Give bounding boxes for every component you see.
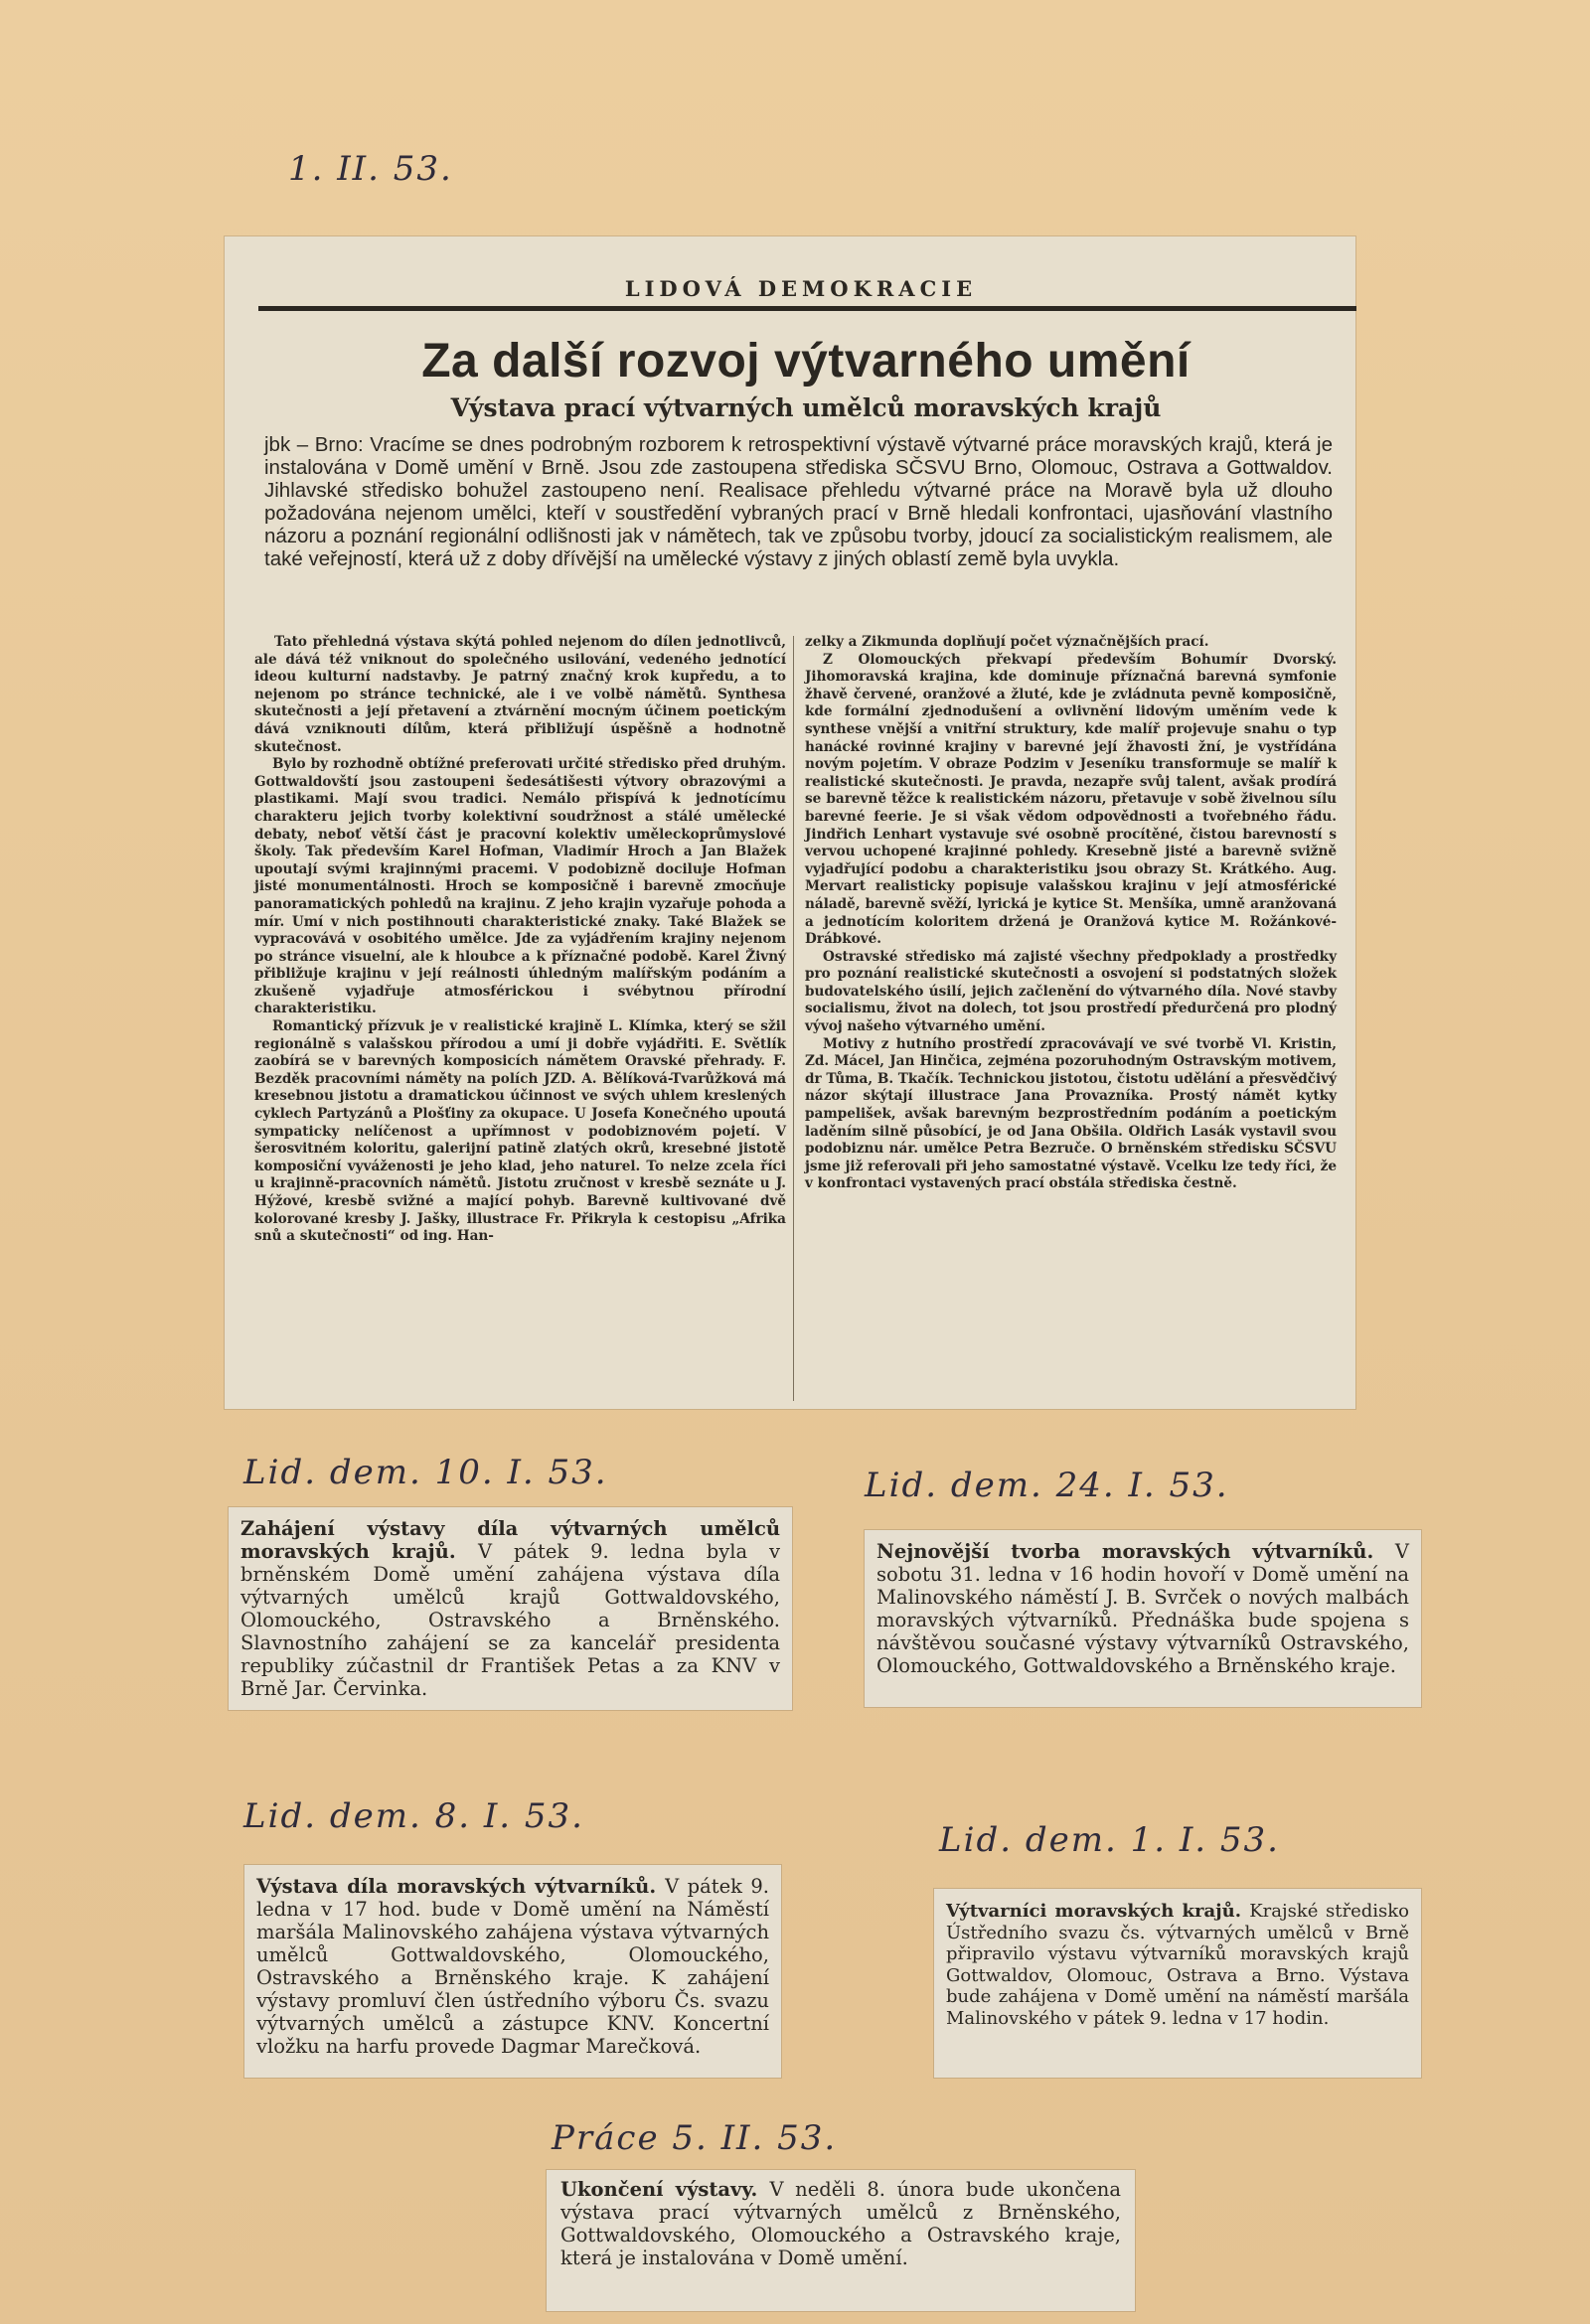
paragraph: Bylo by rozhodně obtížné preferovati určité středisko před druhým. Gottwaldovští jsou zastoupeni šedesátišesti výtvory obrazovými a plastikami. Mají svou tradici. Nemálo přispívá k jednotícímu charakteru jejich tvorby kolektivní soudržnost a stálé umělecké debaty, neboť větší část je pracovní kolektiv uměleckoprůmyslové školy. Tak především Karel Hofman, Vladimír Hroch a Jan Blažek upoutají svými krajinnými pracemi. V podobizně dociluje Hofman jisté monumentálnosti. Hroch se komposičně i barevně zmocňuje panoramatických pohledů na krajinu. Z jeho krajin vyzařuje pohoda a mír. Umí v nich postihnouti charakteristické znaky. Také Blažek se vypracovává v osobitého umělce. Jde za vyjádřením krajiny nejenom po stránce visuelní, ale k hloubce a k příznačné podobě. Karel Živný přibližuje krajinu v její reálnosti úhledným malířským podáním a zkušeně vyjadřuje atmosférickou i svébytnou přírodní charakteristiku. xyxy=(254,756,786,1017)
paragraph: Ostravské středisko má zajisté všechny předpoklady a prostředky pro poznání realistické skutečnosti a osvojení si podstatných složek budovatelského úsilí, jejich začlenění do výtvarného díla. Nové stavby socialismu, život na dolech, tot jsou prostředí předurčená pro plodný vývoj našeho výtvarného umění. xyxy=(805,948,1337,1035)
paragraph: Tato přehledná výstava skýtá pohled nejenom do dílen jednotlivců, ale dává též vniknout do společného usilování, vedeného jednotící ideou kulturní nadstavby. Je patrný značný krok kupředu, a to nejenom po stránce technické, ale i ve volbě námětů. Synthesa skutečnosti a její přetavení a ztvárnění mocným účinem poetickým dává vzniknouti dílům, která přibližují úspěšně a hodnotně skutečnost. xyxy=(254,634,786,755)
handwritten-source-clip5: Práce 5. II. 53. xyxy=(552,2118,838,2158)
clip-body: V pátek 9. ledna v 17 hod. bude v Domě umění na Náměstí maršála Malinovského zahájena výstava výtvarných umělců Gottwaldovského, Olomouckého, Ostravského a Brněnského kraje. K zahájení výstavy promluví člen ústředního výboru Čs. svazu výtvarných umělců a zástupce KNV. Koncertní vložku na harfu provede Dagmar Marečková. xyxy=(256,1875,770,2058)
main-article-clipping xyxy=(225,236,1355,1409)
handwritten-source-clip2: Lid. dem. 24. I. 53. xyxy=(865,1466,1229,1505)
paragraph: Z Olomouckých překvapí především Bohumír Dvorský. Jihomoravská krajina, kde dominuje příznačná barevná symfonie žhavě červené, oranžové a žluté, kde je zvládnuta pevně komposičně, kde formální zjednodušení a ovlivnění lidovým uměním vede k synthese vnější a vnitřní struktury, kde malíř projevuje snahu o typ hanácké rovinné krajiny v barevné její žhavosti žní, je vystřídána novým pojetím. V obraze Podzim v Jeseníku transformuje se malíř k realistické skutečnosti. Je pravda, nezapře svůj talent, avšak prodírá se barevně těžce k realistickém názoru, přetavuje v sobě živelnou sílu barevné feerie. Je si však vědom odpovědnosti a tvořebného řádu. Jindřich Lenhart vystavuje své osobně procítěné, čistou barevností s vervou uchopené krajinné pohledy. Kresebně jisté a barevně svižně vyjadřující podobu a charakteristiku jsou obrazy St. Krátkého. Aug. Mervart realisticky popisuje valašskou krajinu v její atmosférické náladě, barevně svěží, lyrická je kytice St. Menšíka, umně aranžovaná a jednotícím koloritem držená je Oranžová kytice M. Rožánkové-Drábkové. xyxy=(805,651,1337,948)
news-clipping-3 xyxy=(244,1865,781,2078)
column-divider xyxy=(793,636,794,1401)
clip-title: Výstava díla moravských výtvarníků. xyxy=(256,1875,666,1898)
newspaper-masthead: LIDOVÁ DEMOKRACIE xyxy=(624,276,978,301)
article-right-column xyxy=(805,634,1337,1193)
masthead-rule xyxy=(258,306,1356,311)
handwritten-source-clip1: Lid. dem. 10. I. 53. xyxy=(243,1453,608,1492)
clip-title: Ukončení výstavy. xyxy=(560,2178,770,2201)
article-subheadline: Výstava prací výtvarných umělců moravských krajů xyxy=(450,393,1162,422)
clip-title: Zahájení výstavy díla výtvarných umělců moravských krajů. xyxy=(240,1517,780,1563)
news-clipping-2 xyxy=(865,1530,1421,1707)
news-clipping-5 xyxy=(547,2170,1135,2311)
article-lead: jbk – Brno: Vracíme se dnes podrobným rozborem k retrospektivní výstavě výtvarné práce moravských krajů, která je instalována v Domě umění v Brně. Jsou zde zastoupena střediska SČSVU Brno, Olomouc, Ostrava a Gottwaldov. Jihlavské středisko bohužel zastoupeno není. Realisace přehledu výtvarné práce na Moravě byla už dlouho požadována nejenom umělci, kteří v soustředění vybraných prací v Brně hledali konfrontaci, ujasňování vlastního názoru a poznání regionální odlišnosti jak v námětech, tak ve způsobu tvorby, jdoucí za socialistickým realismem, ale také veřejností, která už z doby dřívější na umělecké výstavy z jiných oblastí země byla uvykla. xyxy=(264,433,1333,570)
clip-body: V neděli 8. února bude ukončena výstava prací výtvarných umělců z Brněnského, Gottwaldovského, Olomouckého a Ostravského kraje, která je instalována v Domě umění. xyxy=(560,2178,1121,2269)
handwritten-source-clip3: Lid. dem. 8. I. 53. xyxy=(243,1796,584,1836)
clip-body: Krajské středisko Ústředního svazu čs. výtvarných umělců v Brně připravilo výstavu výtvarníků moravských krajů Gottwaldov, Olomouc, Ostrava a Brno. Výstava bude zahájena v Domě umění na náměstí maršála Malinovského v pátek 9. ledna v 17 hodin. xyxy=(946,1901,1410,2029)
article-headline: Za další rozvoj výtvarného umění xyxy=(421,335,1191,387)
paragraph: Romantický přízvuk je v realistické krajině L. Klímka, který se sžil regionálně s valašskou přírodou a umí ji dobře vyjádřiti. E. Světlík zaobírá se v barevných komposicích námětem Oravské přehrady. F. Bezděk pracovními náměty na polích JZD. A. Bělíková-Tvarůžková má kresebnou jistotu a dramatickou účinnost ve svých uhlem kreslených cyklech Partyzánů a Plošťiny za okupace. U Josefa Konečného upoutá sympaticky nelíčenost a upřímnost v podobiznovém pojetí. V šerosvitném koloritu, galerijní patině zlatých okrů, kresebné jistotě komposiční vyváženosti je jeho klad, jeho naturel. To nelze zcela říci u krajinně-pracovních námětů. Jistotu zručnost v kresbě seznáte u J. Hýžové, kresbě svižné a mající pohyb. Barevně kultivované dvě kolorované kresby J. Jašky, illustrace Fr. Přikryla k cestopisu „Afrika snů a skutečnosti“ od ing. Han- xyxy=(254,1018,786,1245)
paragraph: zelky a Zikmunda doplňují počet význačnějších prací. xyxy=(805,634,1209,650)
news-clipping-4 xyxy=(934,1889,1421,2078)
handwritten-source-clip4: Lid. dem. 1. I. 53. xyxy=(939,1820,1280,1860)
handwritten-date-top: 1. II. 53. xyxy=(288,149,453,189)
news-clipping-1 xyxy=(229,1507,792,1710)
clip-title: Výtvarníci moravských krajů. xyxy=(946,1901,1250,1922)
article-left-column xyxy=(254,634,786,1246)
paragraph: Motivy z hutního prostředí zpracovávají ve své tvorbě Vl. Kristin, Zd. Mácel, Jan Hinčica, zejména pozoruhodným Ostravským motivem, dr Tůma, B. Tkačík. Technickou jistotou, čistotu udělání a přesvědčivý názor skýtají illustrace Jana Provazníka. Prostý námět kytky pampelišek, avšak barevným bezprostředním podáním a poetickým laděním silně působící, je od Jana Obšila. Oldřich Lasák vystavil svou podobiznu nár. umělce Petra Bezruče. O brněnském středisku SČSVU jsme již referovali při jeho samostatné výstavě. Vcelku lze tedy říci, že v konfrontaci vystavených prací obstála střediska čestně. xyxy=(805,1035,1337,1192)
clip-body: V sobotu 31. ledna v 16 hodin hovoří v Domě umění na Malinovského náměstí J. B. Svrček o nových malbách moravských výtvarníků. Přednáška bude spojena s návštěvou současné výstavy výtvarníků Ostravského, Olomouckého, Gottwaldovského a Brněnského kraje. xyxy=(876,1540,1409,1677)
clip-body: V pátek 9. ledna byla v brněnském Domě umění zahájena výstava díla výtvarných umělců krajů Gottwaldovského, Olomouckého, Ostravského a Brněnského. Slavnostního zahájení se za kancelář presidenta republiky zúčastnil dr František Petas a za KNV v Brně Jar. Červinka. xyxy=(240,1540,780,1700)
clip-title: Nejnovější tvorba moravských výtvarníků. xyxy=(876,1540,1395,1563)
